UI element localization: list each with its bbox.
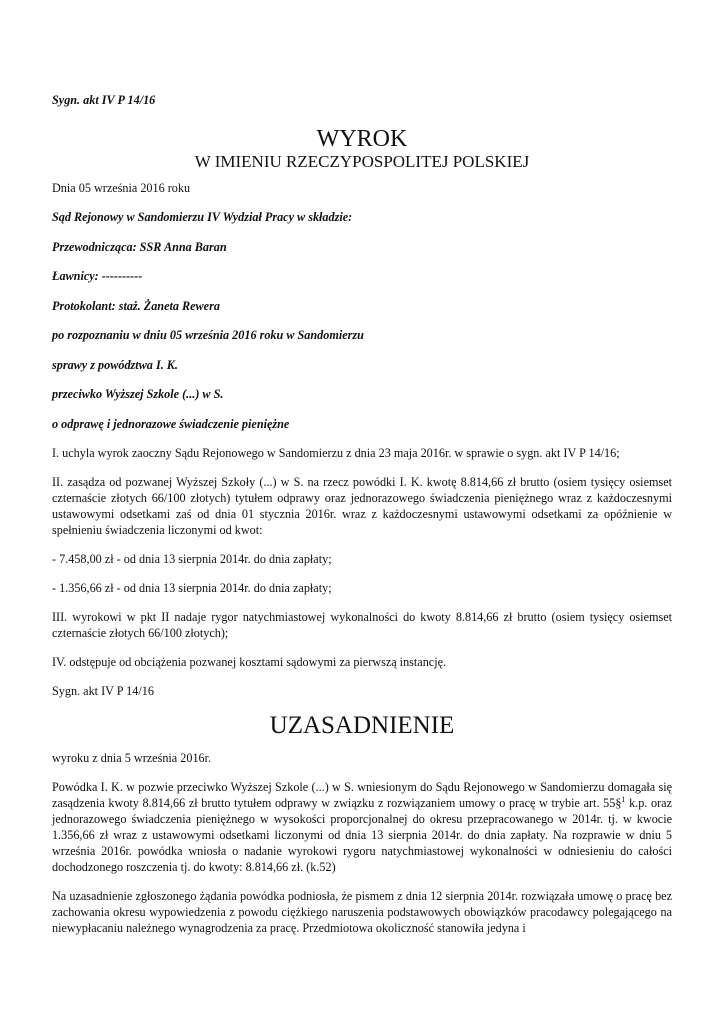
court-against: przeciwko Wyższej Szkole (...) w S. xyxy=(52,387,224,401)
verdict-point-1: I. uchyla wyrok zaoczny Sądu Rejonowego w Sandomierzu z dnia 23 maja 2016r. w sprawie o sygn. akt IV P 14/16; xyxy=(52,446,620,460)
case-signature: Sygn. akt IV P 14/16 xyxy=(52,93,156,107)
verdict-subtitle: W IMIENIU RZECZYPOSPOLITEJ POLSKIEJ xyxy=(194,152,530,171)
court-clerk: Protokolant: staż. Żaneta Rewera xyxy=(52,298,220,313)
justification-paragraph-1-part-a: Powódka I. K. w pozwie przeciwko Wyższej Szkole (...) w S. wniesionym do Sądu Rejonowego w Sandomierzu domagała się zasądzenia kwoty 8.814,66 zł brutto tytułem odprawy w związku z rozwiązaniem umowy o pracę w trybie art. 55§ xyxy=(52,780,672,810)
court-case-of: sprawy z powództwa I. K. xyxy=(52,357,178,372)
verdict-point-3: III. wyrokowi w pkt II nadaje rygor natychmiastowej wykonalności do kwoty 8.814,66 zł brutto (osiem tysięcy osiemset czternaście złotych 66/100 złotych); xyxy=(52,610,672,640)
justification-paragraph-2: Na uzasadnienie zgłoszonego żądania powódka podniosła, że pismem z dnia 12 sierpnia 2014r. rozwiązała umowę o pracę bez zachowania okresu wypowiedzenia z powodu ciężkiego naruszenia podstawowych obowiązków pracodawcy polegającego na niewypłacaniu należnego wynagrodzenia za pracę. Przedmiotowa okoliczność stanowiła jedyna i xyxy=(52,889,672,935)
justification-of-verdict: wyroku z dnia 5 września 2016r. xyxy=(52,751,212,765)
court-lay-judges: Ławnicy: ---------- xyxy=(52,269,143,283)
verdict-point-2: II. zasądza od pozwanej Wyższej Szkoły (...) w S. na rzecz powódki I. K. kwotę 8.814,66 zł brutto (osiem tysięcy osiemset czternaście złotych 66/100 złotych) tytułem odprawy oraz jednorazowego świadczenia pieniężnego wraz z każdoczesnymi ustawowymi odsetkami zaś od dnia 01 stycznia 2016r. wraz z każdoczesnymi ustawowymi odsetkami za opóźnienie w spełnieniu świadczenia liczonymi od kwot: xyxy=(52,475,672,537)
verdict-point-4: IV. odstępuje od obciążenia pozwanej kosztami sądowymi za pierwszą instancję. xyxy=(52,655,447,669)
court-subject: o odprawę i jednorazowe świadczenie pieniężne xyxy=(52,416,290,431)
court-hearing: po rozpoznaniu w dniu 05 września 2016 roku w Sandomierzu xyxy=(52,328,364,342)
verdict-amount-1: - 7.458,00 zł - od dnia 13 sierpnia 2014r. do dnia zapłaty; xyxy=(52,552,332,566)
verdict-amount-2: - 1.356,66 zł - od dnia 13 sierpnia 2014r. do dnia zapłaty; xyxy=(52,581,332,595)
justification-signature: Sygn. akt IV P 14/16 xyxy=(52,684,154,698)
court-composition: Sąd Rejonowy w Sandomierzu IV Wydział Pracy w składzie: xyxy=(52,210,353,224)
court-chair: Przewodnicząca: SSR Anna Baran xyxy=(52,239,227,254)
verdict-date: Dnia 05 września 2016 roku xyxy=(52,181,191,195)
article-superscript: 1 xyxy=(621,794,626,804)
verdict-title: WYROK xyxy=(316,126,408,152)
justification-paragraph-1 xyxy=(52,779,672,875)
justification-title: UZASADNIENIE xyxy=(269,712,455,739)
justification-paragraph-1-part-b: k.p. oraz jednorazowego świadczenia pieniężnego w wysokości proporcjonalnej do okresu przepracowanego w 2014r. tj. w kwocie 1.356,66 zł wraz z ustawowymi odsetkami liczonymi od dnia 13 sierpnia 2014r. do dnia zapłaty. Na rozprawie w dniu 5 września 2016r. powódka wniosła o nadanie wyrokowi rygoru natychmiastowej wykonalności w odniesieniu do całości dochodzonego roszczenia tj. do kwoty: 8.814,66 zł. (k.52) xyxy=(52,796,672,874)
